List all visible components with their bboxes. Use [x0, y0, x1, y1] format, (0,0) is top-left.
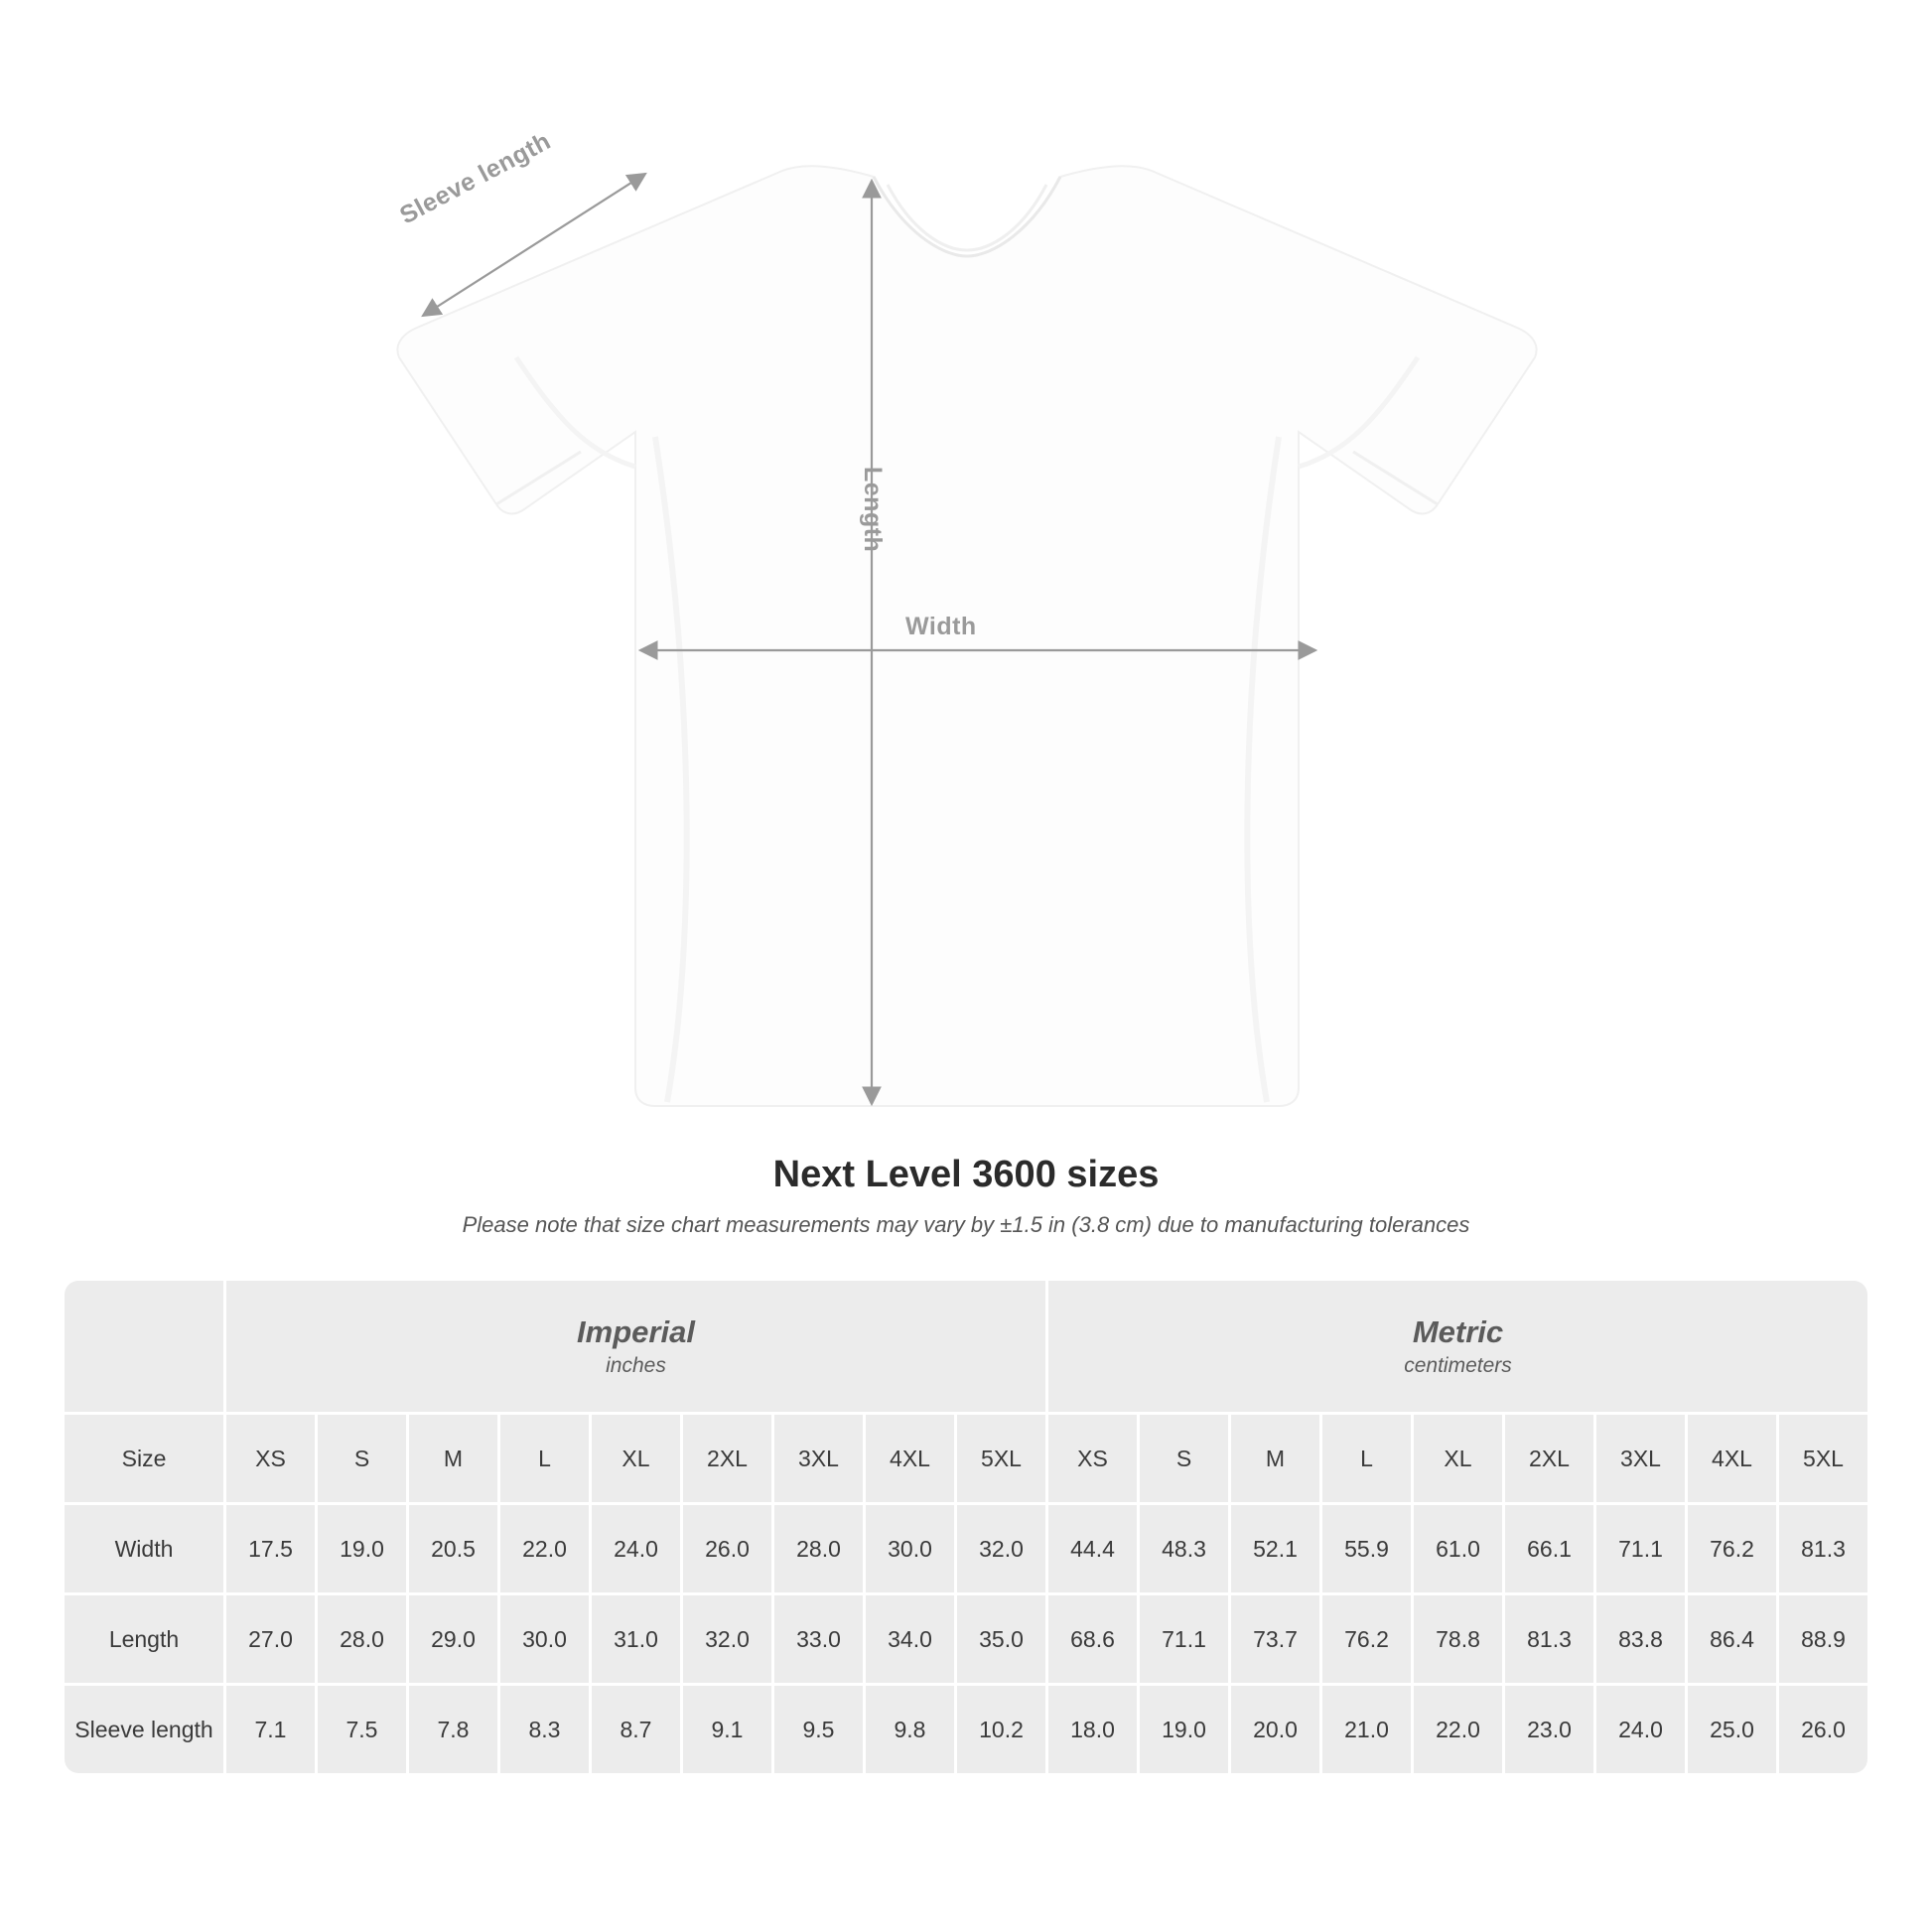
length-label: Length — [859, 467, 887, 553]
cell-width-imperial-xl: 24.0 — [592, 1505, 680, 1592]
cell-length-imperial-m: 29.0 — [409, 1595, 497, 1683]
cell-length-metric-4xl: 86.4 — [1688, 1595, 1776, 1683]
size-header-imperial-2xl: 2XL — [683, 1415, 771, 1502]
size-chart-table — [62, 1278, 1870, 1776]
units-header-row — [65, 1281, 1867, 1412]
row-label-sleeve-length: Sleeve length — [65, 1686, 223, 1773]
cell-width-metric-l: 55.9 — [1322, 1505, 1411, 1592]
cell-length-metric-xs: 68.6 — [1048, 1595, 1137, 1683]
width-label: Width — [905, 613, 977, 640]
cell-length-metric-2xl: 81.3 — [1505, 1595, 1593, 1683]
cell-sleeve-metric-3xl: 24.0 — [1596, 1686, 1685, 1773]
metric-header — [1048, 1281, 1867, 1412]
size-header-imperial-l: L — [500, 1415, 589, 1502]
cell-sleeve-imperial-xl: 8.7 — [592, 1686, 680, 1773]
size-header-metric-3xl: 3XL — [1596, 1415, 1685, 1502]
page-title: Next Level 3600 sizes — [772, 1154, 1160, 1195]
cell-width-imperial-m: 20.5 — [409, 1505, 497, 1592]
cell-width-imperial-xs: 17.5 — [226, 1505, 315, 1592]
row-label-length: Length — [65, 1595, 223, 1683]
cell-width-metric-xs: 44.4 — [1048, 1505, 1137, 1592]
metric-unit: centimeters — [1404, 1353, 1512, 1377]
cell-length-imperial-l: 30.0 — [500, 1595, 589, 1683]
cell-length-metric-m: 73.7 — [1231, 1595, 1319, 1683]
cell-sleeve-imperial-3xl: 9.5 — [774, 1686, 863, 1773]
size-header-imperial-xs: XS — [226, 1415, 315, 1502]
cell-width-metric-xl: 61.0 — [1414, 1505, 1502, 1592]
units-header-spacer — [65, 1281, 223, 1412]
cell-sleeve-imperial-l: 8.3 — [500, 1686, 589, 1773]
size-header-metric-xl: XL — [1414, 1415, 1502, 1502]
size-header-imperial-s: S — [318, 1415, 406, 1502]
cell-length-metric-l: 76.2 — [1322, 1595, 1411, 1683]
imperial-name: Imperial — [577, 1313, 695, 1349]
cell-width-imperial-5xl: 32.0 — [957, 1505, 1045, 1592]
size-header-metric-l: L — [1322, 1415, 1411, 1502]
cell-sleeve-metric-4xl: 25.0 — [1688, 1686, 1776, 1773]
cell-width-metric-4xl: 76.2 — [1688, 1505, 1776, 1592]
cell-length-metric-5xl: 88.9 — [1779, 1595, 1867, 1683]
imperial-unit: inches — [606, 1353, 666, 1377]
sleeve-length-label: Sleeve length — [395, 126, 556, 230]
cell-sleeve-metric-5xl: 26.0 — [1779, 1686, 1867, 1773]
cell-width-imperial-2xl: 26.0 — [683, 1505, 771, 1592]
cell-length-imperial-4xl: 34.0 — [866, 1595, 954, 1683]
cell-length-metric-3xl: 83.8 — [1596, 1595, 1685, 1683]
size-header-imperial-5xl: 5XL — [957, 1415, 1045, 1502]
table-row — [65, 1686, 1867, 1773]
cell-length-imperial-s: 28.0 — [318, 1595, 406, 1683]
cell-width-imperial-3xl: 28.0 — [774, 1505, 863, 1592]
table-row — [65, 1595, 1867, 1683]
size-header-metric-s: S — [1140, 1415, 1228, 1502]
cell-width-metric-m: 52.1 — [1231, 1505, 1319, 1592]
cell-width-metric-5xl: 81.3 — [1779, 1505, 1867, 1592]
size-header-metric-4xl: 4XL — [1688, 1415, 1776, 1502]
size-header-metric-5xl: 5XL — [1779, 1415, 1867, 1502]
size-chart-table-wrapper — [62, 1278, 1870, 1776]
size-header-imperial-xl: XL — [592, 1415, 680, 1502]
size-header-metric-xs: XS — [1048, 1415, 1137, 1502]
cell-width-metric-2xl: 66.1 — [1505, 1505, 1593, 1592]
cell-length-metric-s: 71.1 — [1140, 1595, 1228, 1683]
cell-length-imperial-2xl: 32.0 — [683, 1595, 771, 1683]
size-header-imperial-4xl: 4XL — [866, 1415, 954, 1502]
tolerance-note: Please note that size chart measurements may vary by ±1.5 in (3.8 cm) due to manufacturing tolerances — [462, 1212, 1470, 1237]
cell-sleeve-imperial-5xl: 10.2 — [957, 1686, 1045, 1773]
size-header-metric-2xl: 2XL — [1505, 1415, 1593, 1502]
cell-length-imperial-xs: 27.0 — [226, 1595, 315, 1683]
cell-sleeve-metric-s: 19.0 — [1140, 1686, 1228, 1773]
cell-sleeve-imperial-s: 7.5 — [318, 1686, 406, 1773]
cell-length-imperial-3xl: 33.0 — [774, 1595, 863, 1683]
title-block — [0, 1154, 1932, 1238]
cell-length-metric-xl: 78.8 — [1414, 1595, 1502, 1683]
cell-width-imperial-s: 19.0 — [318, 1505, 406, 1592]
cell-sleeve-metric-m: 20.0 — [1231, 1686, 1319, 1773]
metric-name: Metric — [1412, 1313, 1504, 1349]
cell-sleeve-imperial-2xl: 9.1 — [683, 1686, 771, 1773]
cell-width-imperial-l: 22.0 — [500, 1505, 589, 1592]
cell-sleeve-metric-xs: 18.0 — [1048, 1686, 1137, 1773]
size-column-label: Size — [65, 1415, 223, 1502]
cell-sleeve-metric-2xl: 23.0 — [1505, 1686, 1593, 1773]
size-header-imperial-m: M — [409, 1415, 497, 1502]
cell-sleeve-metric-l: 21.0 — [1322, 1686, 1411, 1773]
cell-length-imperial-xl: 31.0 — [592, 1595, 680, 1683]
cell-length-imperial-5xl: 35.0 — [957, 1595, 1045, 1683]
cell-width-imperial-4xl: 30.0 — [866, 1505, 954, 1592]
cell-sleeve-metric-xl: 22.0 — [1414, 1686, 1502, 1773]
cell-sleeve-imperial-m: 7.8 — [409, 1686, 497, 1773]
cell-sleeve-imperial-xs: 7.1 — [226, 1686, 315, 1773]
size-header-imperial-3xl: 3XL — [774, 1415, 863, 1502]
size-header-metric-m: M — [1231, 1415, 1319, 1502]
row-label-width: Width — [65, 1505, 223, 1592]
cell-width-metric-3xl: 71.1 — [1596, 1505, 1685, 1592]
cell-sleeve-imperial-4xl: 9.8 — [866, 1686, 954, 1773]
size-header-row — [65, 1415, 1867, 1502]
table-row — [65, 1505, 1867, 1592]
imperial-header — [226, 1281, 1045, 1412]
cell-width-metric-s: 48.3 — [1140, 1505, 1228, 1592]
